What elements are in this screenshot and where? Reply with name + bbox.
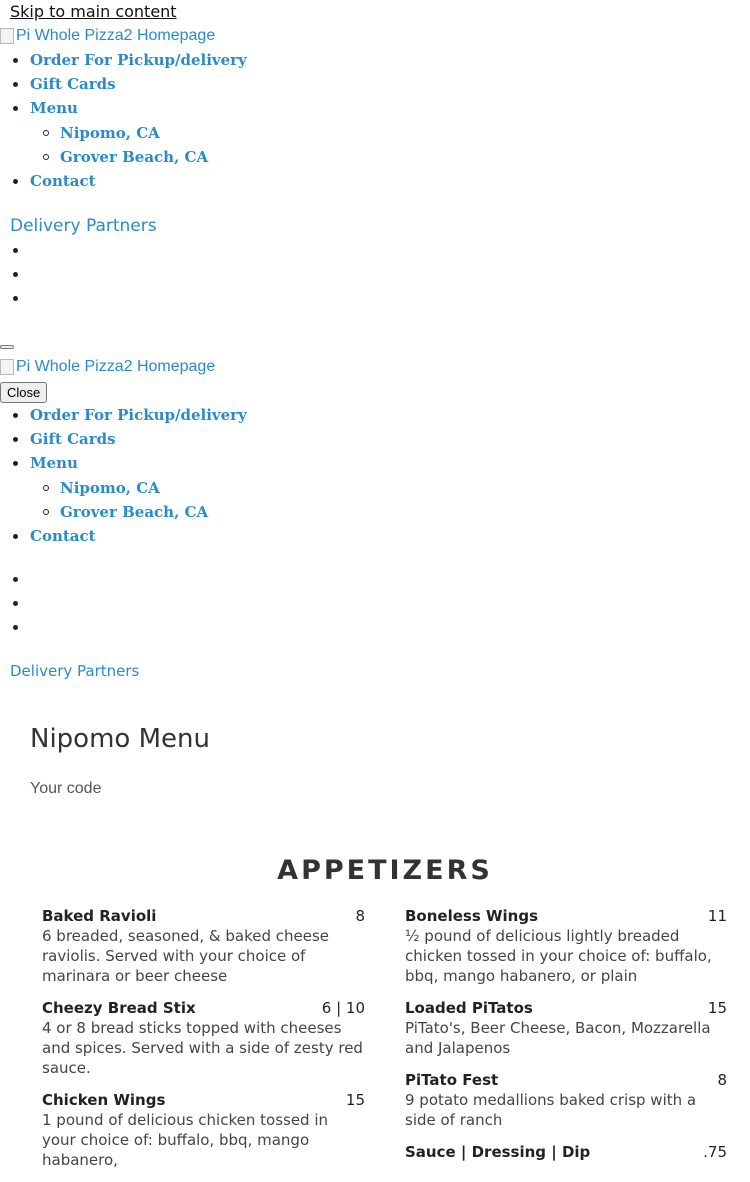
menu-submenu	[30, 476, 247, 524]
nav-link-menu[interactable]: Menu	[30, 99, 78, 117]
menu-column-left	[42, 906, 365, 1182]
nav-link-contact[interactable]: Contact	[30, 527, 96, 545]
menu-item	[42, 906, 365, 986]
menu-item	[405, 1070, 727, 1130]
logo-link[interactable]	[0, 27, 215, 45]
menu-item-description: 9 potato medallions baked crisp with a side of ranch	[405, 1091, 697, 1129]
nav-link-gift-cards[interactable]: Gift Cards	[30, 75, 116, 93]
menu-toggle-button[interactable]	[0, 345, 14, 349]
nav-link-order[interactable]: Order For Pickup/delivery	[30, 51, 247, 69]
code-placeholder-text: Your code	[30, 780, 102, 797]
nav-item-order	[0, 403, 247, 427]
submenu-link-nipomo[interactable]: Nipomo, CA	[60, 124, 160, 142]
section-title-appetizers: APPETIZERS	[277, 855, 493, 886]
offcanvas-delivery-partners-link[interactable]: Delivery Partners	[10, 662, 140, 680]
skip-to-main-content-link[interactable]: Skip to main content	[10, 2, 177, 21]
menu-item-description: 4 or 8 bread sticks topped with cheeses and spices. Served with a side of zesty red sauce.	[42, 1019, 363, 1077]
delivery-partners-link[interactable]: Delivery Partners	[10, 216, 157, 236]
menu-item	[405, 998, 727, 1058]
nav-item-gift-cards	[0, 427, 247, 451]
menu-item-price: 8	[355, 907, 365, 925]
menu-item-price: 6 | 10	[321, 999, 365, 1017]
close-button[interactable]: Close	[0, 382, 47, 403]
broken-image-icon	[0, 28, 14, 44]
menu-item	[405, 1142, 727, 1162]
submenu-link-grover[interactable]: Grover Beach, CA	[60, 503, 209, 521]
menu-item-description: PiTato's, Beer Cheese, Bacon, Mozzarella and Jalapenos	[405, 1019, 711, 1057]
menu-item	[405, 906, 727, 986]
nav-item-order	[0, 48, 247, 72]
menu-column-right	[405, 906, 727, 1174]
submenu-item-grover	[30, 500, 247, 524]
submenu-item-nipomo	[30, 476, 247, 500]
nav-item-contact	[0, 169, 247, 193]
menu-item-name: Sauce | Dressing | Dip	[405, 1143, 591, 1161]
menu-item-description: 6 breaded, seasoned, & baked cheese raviolis. Served with your choice of marinara or beer cheese	[42, 927, 330, 985]
menu-item-name: Cheezy Bread Stix	[42, 999, 196, 1017]
menu-item-name: Loaded PiTatos	[405, 999, 533, 1017]
nav-link-menu[interactable]: Menu	[30, 454, 78, 472]
logo-alt-text: Pi Whole Pizza2 Homepage	[16, 27, 216, 44]
submenu-item-grover	[30, 145, 247, 169]
menu-item-description: 1 pound of delicious chicken tossed in your choice of: buffalo, bbq, mango habanero,	[42, 1111, 329, 1169]
menu-submenu	[30, 121, 247, 169]
main-nav	[0, 48, 247, 193]
menu-item-name: Chicken Wings	[42, 1091, 166, 1109]
nav-item-menu	[0, 96, 247, 169]
menu-item-price: 15	[707, 999, 727, 1017]
logo-alt-text: Pi Whole Pizza2 Homepage	[16, 358, 216, 375]
menu-item-name: Baked Ravioli	[42, 907, 157, 925]
menu-item	[42, 1090, 365, 1170]
nav-item-contact	[0, 524, 247, 548]
menu-item-name: PiTato Fest	[405, 1071, 499, 1089]
offcanvas-logo-link[interactable]	[0, 358, 215, 376]
submenu-item-nipomo	[30, 121, 247, 145]
submenu-link-grover[interactable]: Grover Beach, CA	[60, 148, 209, 166]
menu-item-price: .75	[703, 1143, 727, 1161]
nav-link-order[interactable]: Order For Pickup/delivery	[30, 406, 247, 424]
broken-image-icon	[0, 359, 14, 375]
menu-item-price: 11	[707, 907, 727, 925]
menu-item	[42, 998, 365, 1078]
menu-item-price: 15	[345, 1091, 365, 1109]
submenu-link-nipomo[interactable]: Nipomo, CA	[60, 479, 160, 497]
page-title: Nipomo Menu	[30, 724, 210, 754]
offcanvas-nav	[0, 403, 247, 548]
menu-item-price: 8	[717, 1071, 727, 1089]
nav-link-gift-cards[interactable]: Gift Cards	[30, 430, 116, 448]
nav-link-contact[interactable]: Contact	[30, 172, 96, 190]
nav-item-menu	[0, 451, 247, 524]
nav-item-gift-cards	[0, 72, 247, 96]
menu-item-description: ½ pound of delicious lightly breaded chicken tossed in your choice of: buffalo, bbq, mango habanero, or plain	[405, 927, 712, 985]
menu-item-name: Boneless Wings	[405, 907, 539, 925]
